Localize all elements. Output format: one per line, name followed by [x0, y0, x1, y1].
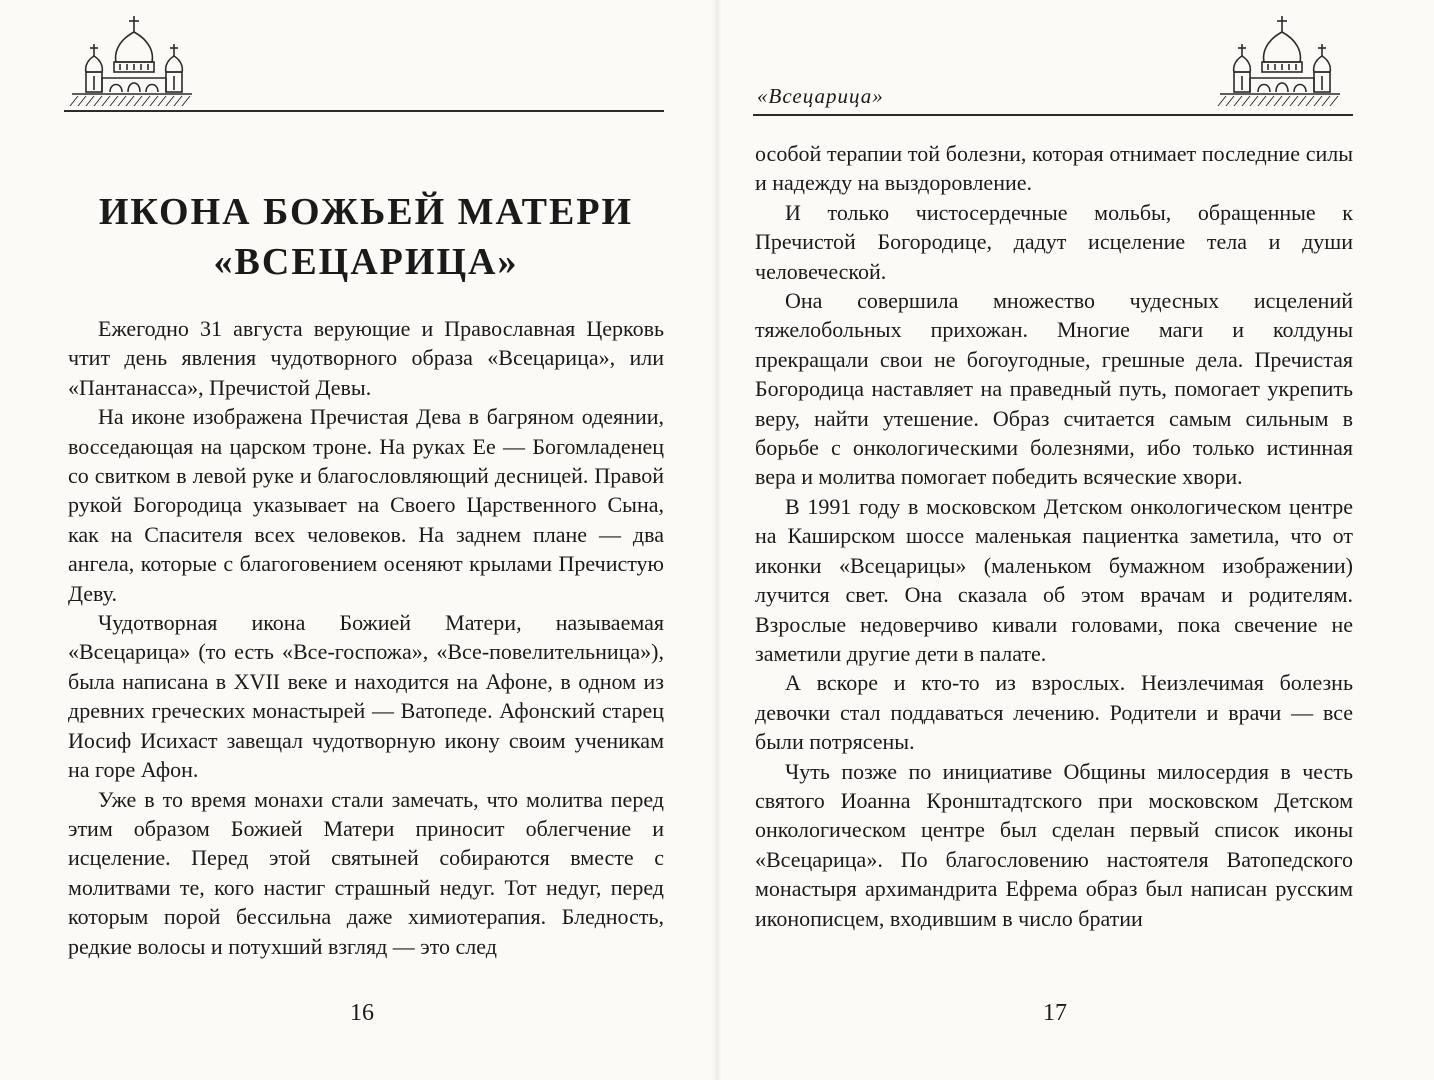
page-number: 17: [1043, 1000, 1067, 1026]
paragraph: Ежегодно 31 августа верующие и Православная Церковь чтит день явления чудотворного образа «Всецарица», или «Пантанасса», Пречистой Девы.: [68, 316, 664, 400]
header-rule: [753, 114, 1353, 116]
paragraph: Уже в то время монахи стали замечать, что молитва перед этим образом Божией Матери приносит облегчение и исцеление. Перед этой святыней собираются вместе с молитвами те, кого настиг страшный недуг. Тот недуг, перед которым порой бессильна даже химиотерапия. Бледность, редкие волосы и потухший взгляд — это след: [68, 786, 664, 959]
paragraph: особой терапии той болезни, которая отнимает последние силы и надежду на выздоровление.: [755, 141, 1353, 196]
header-rule: [64, 110, 664, 112]
paragraph: Чудотворная икона Божией Матери, называемая «Всецарица» (то есть «Все-госпожа», «Все-повелительница»), была написана в XVII веке и находится на Афоне, в одном из древних греческих монастырей — Ватопеде. Афонский старец Иосиф Исихаст завещал чудотворную икону своим ученикам на горе Афон.: [68, 610, 664, 783]
page-number: 16: [350, 1000, 374, 1026]
cathedral-icon: [1212, 14, 1342, 114]
paragraph: На иконе изображена Пречистая Дева в багряном одеянии, восседающая на царском троне. На руках Ее — Богомладенец со свитком в левой руке и благословляющий десницей. Правой рукой Богородица указывает на Своего Царственного Сына, как на Спасителя всех человеков. На заднем плане — два ангела, которые с благоговением осеняют крылами Пречистую Деву.: [68, 404, 664, 606]
paragraph: Чуть позже по инициативе Общины милосердия в честь святого Иоанна Кронштадтского при московском Детском онкологическом центре был сделан первый список иконы «Всецарица». По благословению настоятеля Ватопедского монастыря архимандрита Ефрема образ был написан русским иконописцем, входившим в число братии: [755, 758, 1353, 931]
cathedral-icon: [64, 14, 194, 114]
paragraph: И только чистосердечные мольбы, обращенные к Пречистой Богородице, дадут исцеление тела и души человеческой.: [755, 199, 1353, 284]
right-page: [717, 0, 1434, 1080]
paragraph: А вскоре и кто-то из взрослых. Неизлечимая болезнь девочки стал поддаваться лечению. Родители и врачи — все были потрясены.: [755, 670, 1353, 755]
title-line-2: «ВСЕЦАРИЦА»: [213, 241, 519, 283]
running-head: «Всецарица»: [757, 84, 884, 108]
left-body-text: [68, 314, 664, 961]
right-body-text: [755, 139, 1353, 933]
title-line-1: ИКОНА БОЖЬЕЙ МАТЕРИ: [98, 191, 634, 233]
paragraph: Она совершила множество чудесных исцелений тяжелобольных прихожан. Многие маги и колдуны прекращали свои не богоугодные, грешные дела. Пречистая Богородица наставляет на праведный путь, помогает укрепить веру, найти утешение. Образ считается самым сильным в борьбе с онкологическими болезнями, ибо только истинная вера и молитва помогает победить всяческие хвори.: [755, 288, 1353, 490]
chapter-title: [68, 187, 664, 287]
paragraph: В 1991 году в московском Детском онкологическом центре на Каширском шоссе маленькая пациентка заметила, что от иконки «Всецарицы» (маленьком бумажном изображении) лучится свет. Она сказала об этом врачам и родителям. Взрослые недоверчиво кивали головами, пока свечение не заметили другие дети в палате.: [755, 493, 1353, 666]
